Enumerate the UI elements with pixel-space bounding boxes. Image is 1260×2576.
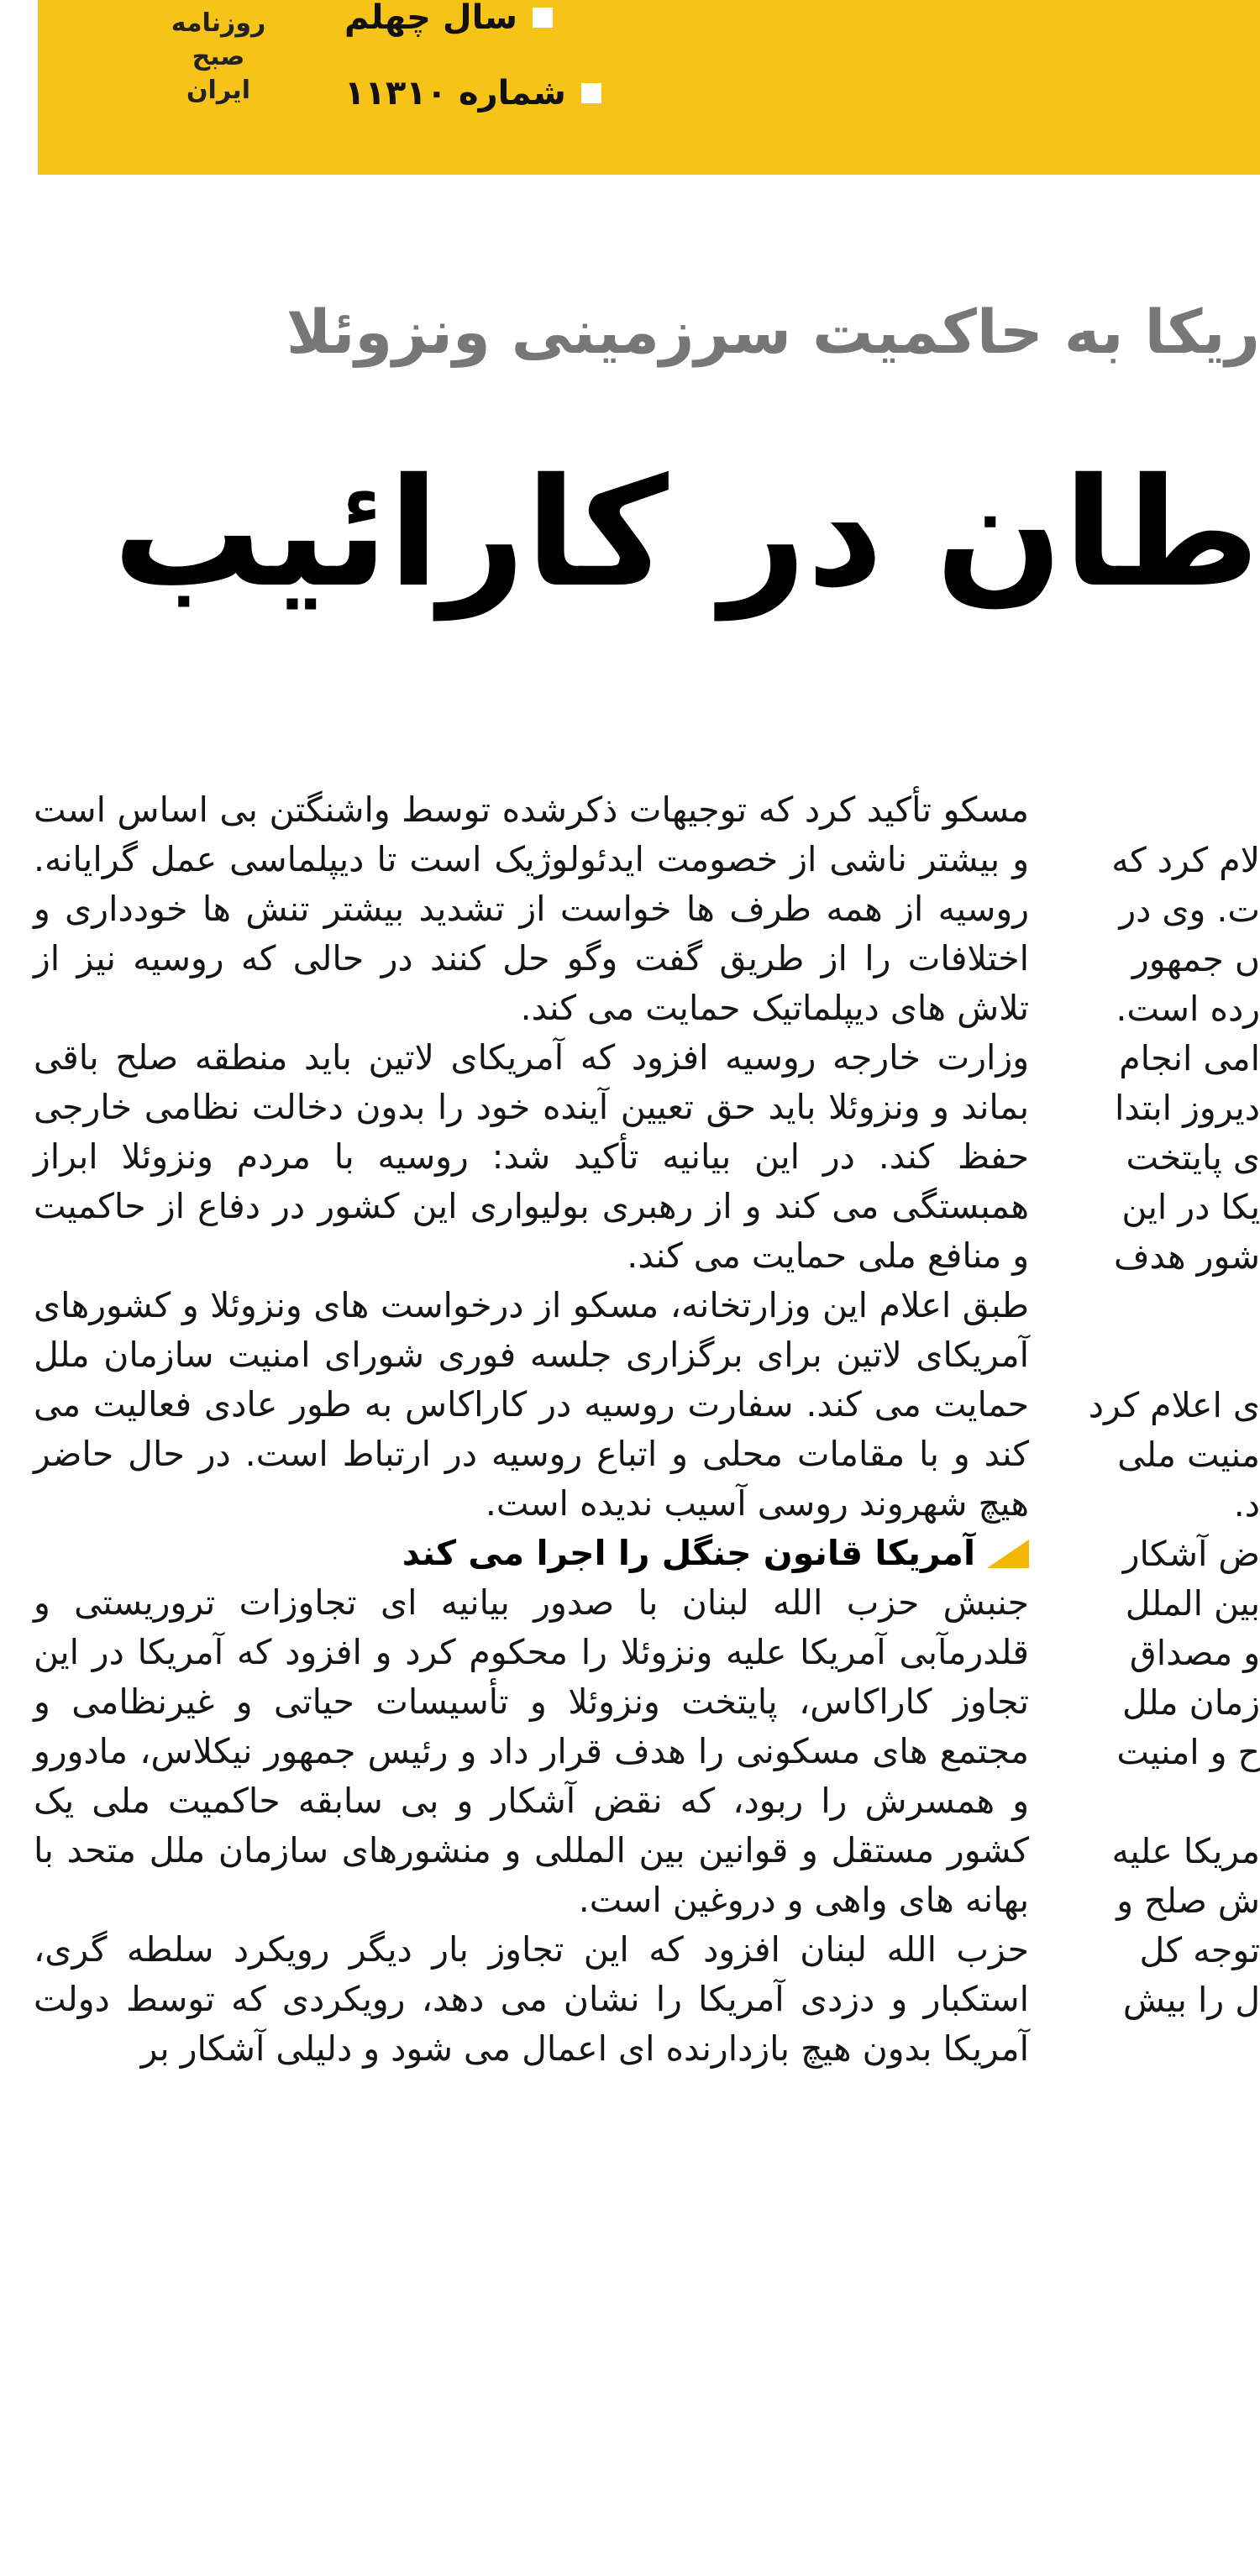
paragraph: جنبش حزب الله لبنان با صدور بیانیه ای تجاوزات تروریستی و قلدرمآبی آمریکا علیه ونزوئلا را محکوم کرد و افزود که آمریکا در این تجاوز کاراکاس، پایتخت ونزوئلا و تأسیسات حیاتی و غیرنظامی و مجتمع های مسکونی را هدف قرار داد و رئیس جمهور نیکلاس، مادورو و همسرش را ربود، که نقض آشکار و بی سابقه حاکمیت ملی یک کشور مستقل و قوانین بین المللی و منشورهای سازمان ملل متحد با بهانه های واهی و دروغین است. xyxy=(34,1582,1029,1920)
section-subheading xyxy=(34,1529,1029,1578)
side-line: ں جمهور xyxy=(1131,939,1260,979)
side-line xyxy=(1107,1777,1260,1827)
logo-line: صبح xyxy=(192,42,245,71)
paragraph: مسکو تأکید کرد که توجیهات ذکرشده توسط واشنگتن بی اساس است و بیشتر ناشی از خصومت ایدئولوژیک است تا دیپلماسی عمل گرایانه. روسیه از همه طرف ها خواست از تشدید بیشتر تنش ها خودداری و اختلافات را از طریق گفت وگو حل کنند در حالی که روسیه نیز از تلاش های دیپلماتیک حمایت می کند. xyxy=(34,790,1029,1028)
side-line: مریکا علیه xyxy=(1111,1831,1260,1871)
side-column xyxy=(1088,836,1260,2025)
logo-line: روزنامه xyxy=(171,8,266,38)
side-line: دیروز ابتدا xyxy=(1114,1088,1260,1128)
paragraph: طبق اعلام این وزارتخانه، مسکو از درخواست های ونزوئلا و کشورهای آمریکای لاتین برای برگزاری جلسه فوری شورای امنیت سازمان ملل حمایت می کند. سفارت روسیه در کاراکاس به طور عادی فعالیت می کند و با مقامات محلی و اتباع روسیه در ارتباط است. در حال حاضر هیچ شهروند روسی آسیب ندیده است. xyxy=(34,1285,1029,1524)
triangle-marker-icon xyxy=(987,1540,1029,1568)
article-kicker: ریکا به حاکمیت سرزمینی ونزوئلا xyxy=(286,296,1260,367)
side-line: زمان ملل xyxy=(1122,1682,1260,1723)
side-line: ل را بیش xyxy=(1122,1980,1260,2020)
side-line: لام کرد که xyxy=(1111,840,1260,880)
bullet-square-icon xyxy=(581,83,601,103)
side-line: د. xyxy=(1233,1484,1260,1524)
side-line: ی اعلام کرد xyxy=(1088,1385,1260,1425)
year-label: سال چهلم xyxy=(344,0,517,37)
side-line: بین الملل xyxy=(1125,1583,1260,1624)
side-line: ت. وی در xyxy=(1119,889,1260,930)
side-line: یکا در این xyxy=(1121,1187,1260,1227)
bullet-square-icon xyxy=(533,8,553,28)
main-column xyxy=(34,785,1029,2074)
side-line: ی پایتخت xyxy=(1126,1137,1260,1178)
side-line: شور هدف xyxy=(1113,1236,1260,1277)
logo-line: ایران xyxy=(186,76,251,105)
side-line: توجه کل xyxy=(1139,1930,1260,1970)
masthead-bar xyxy=(38,0,1260,175)
issue-row xyxy=(344,72,601,114)
paragraph: وزارت خارجه روسیه افزود که آمریکای لاتین باید منطقه صلح باقی بماند و ونزوئلا باید حق تعیین آینده خود را بدون دخالت نظامی خارجی حفظ کند. در این بیانیه تأکید شد: روسیه با مردم ونزوئلا ابراز همبستگی می کند و از رهبری بولیواری این کشور در دفاع از حاکمیت و منافع ملی حمایت می کند. xyxy=(34,1037,1029,1276)
paragraph: حزب الله لبنان افزود که این تجاوز بار دیگر رویکرد سلطه گری، استکبار و دزدی آمریکا را نشان می دهد، رویکردی که توسط دولت آمریکا بدون هیچ بازدارنده ای اعمال می شود و دلیلی آشکار بر xyxy=(34,1929,1029,2069)
side-line: و مصداق xyxy=(1129,1633,1260,1673)
issue-label: شماره ۱۱۳۱۰ xyxy=(344,74,566,113)
side-line xyxy=(1107,1331,1260,1381)
side-line: منیت ملی xyxy=(1117,1435,1260,1475)
article-headline: طان در کارائیب xyxy=(113,446,1260,620)
year-row xyxy=(344,0,553,39)
side-line: ض آشکار xyxy=(1122,1534,1260,1574)
side-line: رده است. xyxy=(1116,989,1260,1029)
subheading-text: آمریکا قانون جنگل را اجرا می کند xyxy=(402,1533,975,1573)
side-line: ح و امنیت xyxy=(1116,1732,1260,1772)
side-line xyxy=(1107,1282,1260,1331)
newspaper-logo xyxy=(147,7,290,108)
side-line: امی انجام xyxy=(1119,1038,1260,1078)
side-line: ش صلح و xyxy=(1116,1881,1260,1921)
